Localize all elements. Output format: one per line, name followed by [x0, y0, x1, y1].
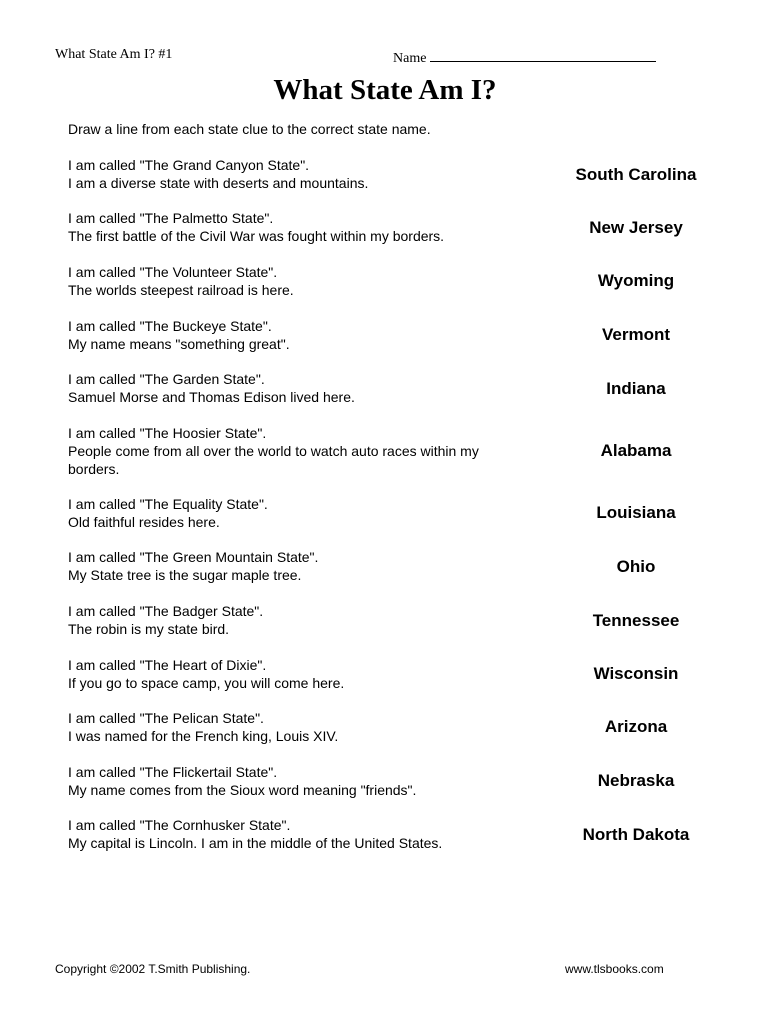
clue-item — [68, 816, 508, 852]
clue-item — [68, 495, 508, 531]
clue-fact: My name comes from the Sioux word meaning "friends". — [68, 782, 417, 798]
clue-item — [68, 656, 508, 692]
clue-nickname: I am called "The Green Mountain State". — [68, 549, 319, 565]
clue-nickname: I am called "The Volunteer State". — [68, 264, 278, 280]
clue-fact: My State tree is the sugar maple tree. — [68, 567, 302, 583]
clue-nickname: I am called "The Garden State". — [68, 371, 265, 387]
page-title: What State Am I? — [273, 74, 497, 106]
clue-item — [68, 263, 508, 299]
clue-item — [68, 156, 508, 192]
clue-fact: If you go to space camp, you will come here. — [68, 675, 345, 691]
state-answer: Arizona — [604, 717, 668, 736]
clue-fact: I am a diverse state with deserts and mountains. — [68, 175, 369, 191]
clue-item — [68, 370, 508, 406]
clue-fact: The worlds steepest railroad is here. — [68, 282, 294, 298]
clue-fact: Old faithful resides here. — [68, 514, 220, 530]
clue-fact: The robin is my state bird. — [68, 621, 230, 637]
state-answer: Indiana — [606, 379, 666, 398]
clue-nickname: I am called "The Pelican State". — [68, 710, 264, 726]
website-text: www.tlsbooks.com — [565, 962, 664, 976]
copyright-text: Copyright ©2002 T.Smith Publishing. — [55, 962, 251, 976]
clue-nickname: I am called "The Hoosier State". — [68, 425, 267, 441]
state-answer: Louisiana — [596, 503, 676, 522]
name-blank-line — [430, 47, 656, 62]
clue-nickname: I am called "The Grand Canyon State". — [68, 157, 310, 173]
clue-nickname: I am called "The Heart of Dixie". — [68, 657, 267, 673]
state-answer: New Jersey — [589, 218, 683, 237]
clue-item — [68, 709, 508, 745]
clue-nickname: I am called "The Equality State". — [68, 496, 268, 512]
state-answer: North Dakota — [582, 825, 690, 844]
clue-fact: Samuel Morse and Thomas Edison lived here. — [68, 389, 355, 405]
clue-fact: The first battle of the Civil War was fought within my borders. — [68, 228, 445, 244]
clue-item — [68, 317, 508, 353]
clue-item — [68, 548, 508, 584]
clue-fact: I was named for the French king, Louis XIV. — [68, 728, 339, 744]
state-answer: Alabama — [600, 441, 672, 460]
state-answer: Tennessee — [592, 611, 680, 630]
clue-fact: My capital is Lincoln. I am in the middle of the United States. — [68, 835, 443, 851]
clue-fact: People come from all over the world to watch auto races within my borders. — [68, 443, 479, 477]
worksheet-label: What State Am I? #1 — [55, 47, 173, 62]
clue-nickname: I am called "The Flickertail State". — [68, 764, 278, 780]
state-answer: Wisconsin — [593, 664, 679, 683]
name-label: Name — [393, 51, 427, 66]
instructions: Draw a line from each state clue to the correct state name. — [68, 121, 431, 137]
state-answer: Ohio — [616, 557, 656, 576]
state-answer: Nebraska — [597, 771, 675, 790]
clue-nickname: I am called "The Cornhusker State". — [68, 817, 291, 833]
clue-nickname: I am called "The Badger State". — [68, 603, 264, 619]
state-answer: Vermont — [601, 325, 671, 344]
clue-item — [68, 763, 508, 799]
clue-item — [68, 424, 493, 478]
name-field — [393, 47, 656, 67]
state-answer: South Carolina — [575, 165, 697, 184]
clue-nickname: I am called "The Palmetto State". — [68, 210, 274, 226]
clue-fact: My name means "something great". — [68, 336, 290, 352]
clue-nickname: I am called "The Buckeye State". — [68, 318, 272, 334]
state-answer: Wyoming — [597, 271, 675, 290]
clue-item — [68, 602, 508, 638]
clue-item — [68, 209, 508, 245]
